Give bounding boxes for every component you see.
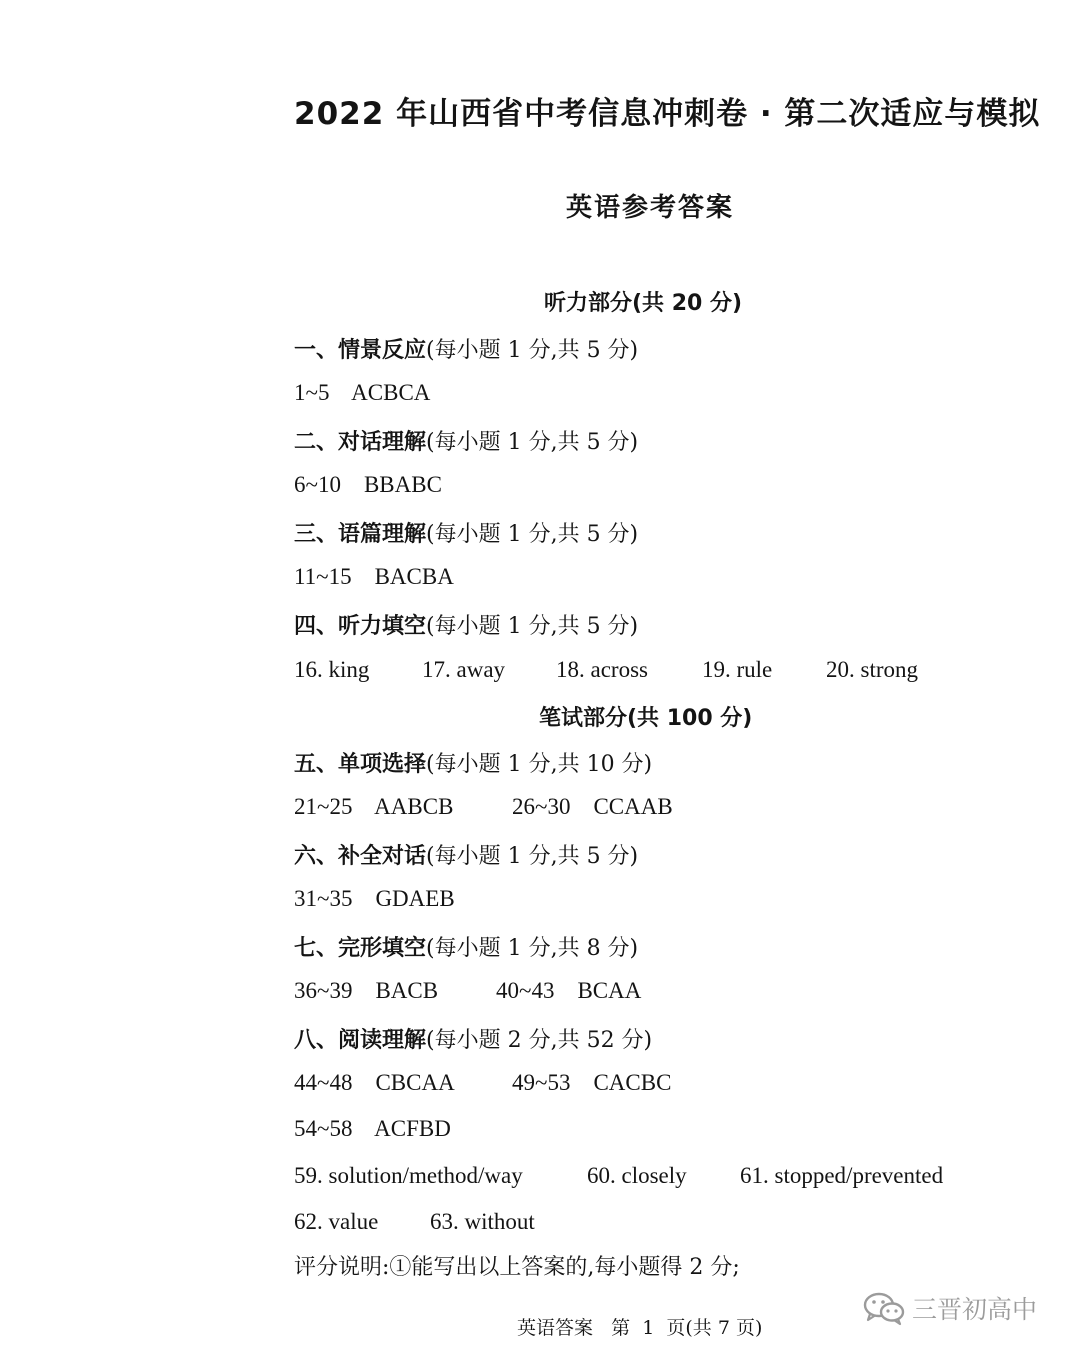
- answer-item: 36~39 BACB: [294, 978, 439, 1003]
- section-score: (每小题 1 分,共 5 分): [426, 338, 639, 363]
- section-heading: [294, 931, 638, 962]
- answer-item: 16. king: [294, 657, 370, 682]
- section-name: 一、情景反应: [294, 338, 427, 363]
- page-title: 2022 年山西省中考信息冲刺卷 · 第二次适应与模拟: [294, 96, 1041, 132]
- section-heading: [294, 333, 638, 364]
- answer-item: 40~43 BCAA: [496, 978, 642, 1003]
- answer-row: [294, 472, 442, 498]
- section-name: 七、完形填空: [294, 936, 427, 961]
- answer-item: 60. closely: [587, 1163, 687, 1188]
- answer-item: 62. value: [294, 1209, 379, 1234]
- listening-part-heading: 听力部分(共 20 分): [544, 291, 743, 316]
- watermark-text: 三晋初高中: [912, 1295, 1038, 1324]
- answer-item: 6~10 BBABC: [294, 472, 442, 497]
- section-name: 五、单项选择: [294, 752, 427, 777]
- section-name: 四、听力填空: [294, 614, 427, 639]
- answer-item: 49~53 CACBC: [512, 1070, 672, 1095]
- answer-row: [294, 564, 454, 590]
- answer-item: 31~35 GDAEB: [294, 886, 455, 911]
- page-footer: 英语答案 第 1 页(共 7 页): [517, 1317, 763, 1339]
- answer-item: 18. across: [556, 657, 648, 682]
- section-score: (每小题 1 分,共 5 分): [426, 844, 639, 869]
- section-heading: [294, 425, 638, 456]
- answer-row: [294, 380, 430, 406]
- section-name: 八、阅读理解: [294, 1028, 427, 1053]
- section-heading: [294, 609, 638, 640]
- answer-item: 26~30 CCAAB: [512, 794, 673, 819]
- answer-item: 11~15 BACBA: [294, 564, 454, 589]
- section-heading: [294, 1023, 652, 1054]
- section-name: 三、语篇理解: [294, 522, 427, 547]
- section-score: (每小题 1 分,共 10 分): [426, 752, 653, 777]
- answer-item: 17. away: [422, 657, 506, 682]
- section-score: (每小题 1 分,共 5 分): [426, 522, 639, 547]
- watermark: [862, 1290, 1037, 1326]
- writing-part-heading: 笔试部分(共 100 分): [539, 706, 753, 731]
- section-score: (每小题 2 分,共 52 分): [426, 1028, 653, 1053]
- section-score: (每小题 1 分,共 5 分): [426, 614, 639, 639]
- answer-item: 44~48 CBCAA: [294, 1070, 455, 1095]
- answer-item: 61. stopped/prevented: [740, 1163, 944, 1188]
- answer-item: 54~58 ACFBD: [294, 1116, 451, 1141]
- answer-item: 63. without: [430, 1209, 535, 1234]
- answer-item: 1~5 ACBCA: [294, 380, 431, 405]
- section-score: (每小题 1 分,共 8 分): [426, 936, 639, 961]
- answer-item: 59. solution/method/way: [294, 1163, 523, 1188]
- wechat-icon: [862, 1290, 906, 1326]
- section-heading: [294, 747, 652, 778]
- section-name: 二、对话理解: [294, 430, 427, 455]
- answer-item: 21~25 AABCB: [294, 794, 454, 819]
- answer-item: 20. strong: [826, 657, 918, 682]
- answer-item: 19. rule: [702, 657, 773, 682]
- page-subtitle: 英语参考答案: [565, 193, 734, 223]
- scoring-note: 评分说明:①能写出以上答案的,每小题得 2 分;: [294, 1255, 740, 1280]
- section-heading: [294, 517, 638, 548]
- section-heading: [294, 839, 638, 870]
- section-name: 六、补全对话: [294, 844, 427, 869]
- section-score: (每小题 1 分,共 5 分): [426, 430, 639, 455]
